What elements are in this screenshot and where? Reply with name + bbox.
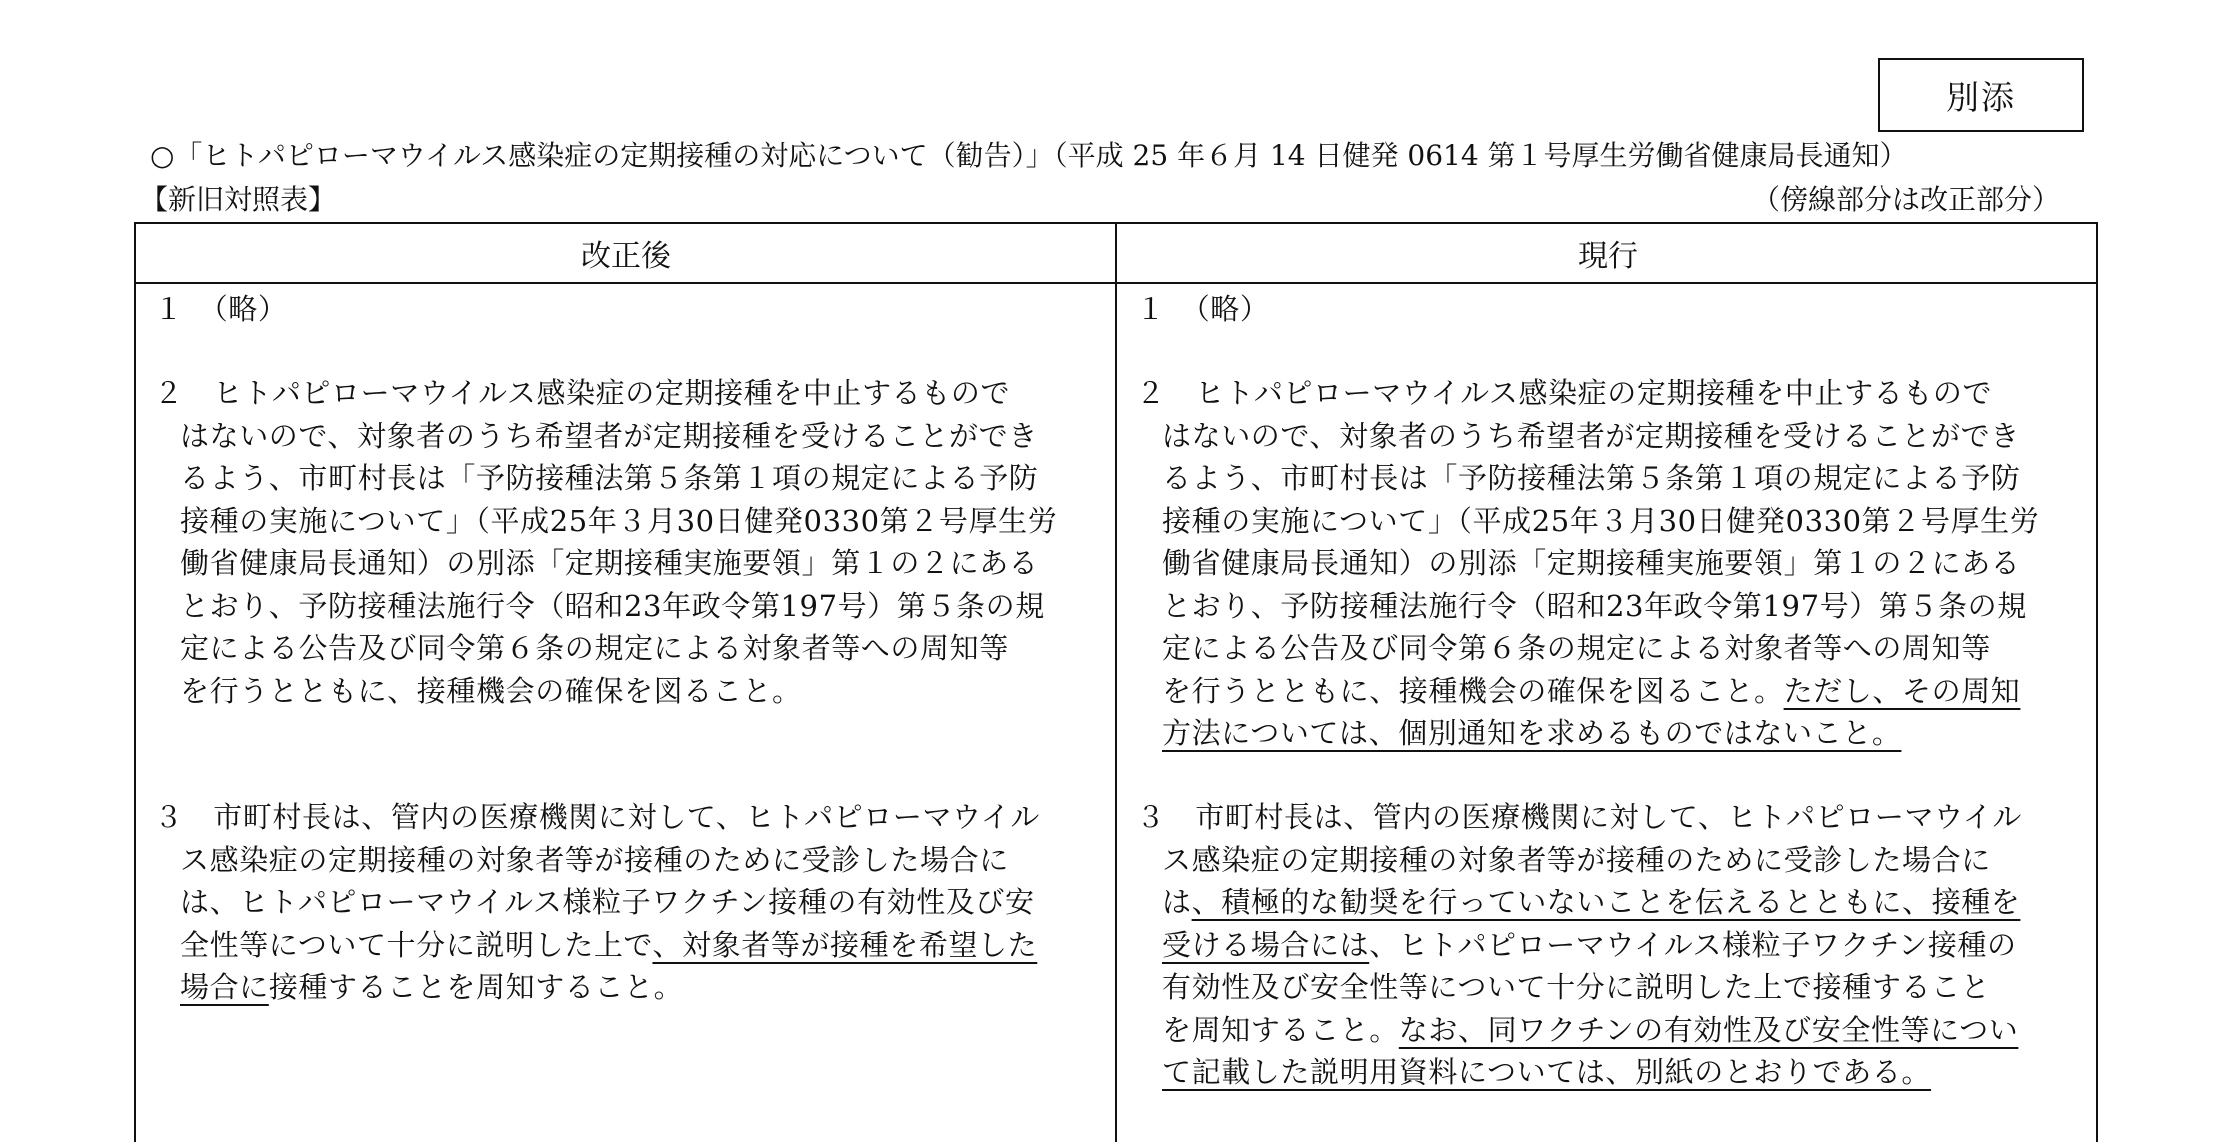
text-line xyxy=(1136,881,2022,924)
text-segment: 全性等について十分に説明した上で xyxy=(180,927,653,962)
text-segment: 働省健康局長通知）の別添「定期接種実施要領」第１の２にある xyxy=(180,546,1039,580)
text-segment: ス感染症の定期接種の対象者等が接種のために受診した場合に xyxy=(1162,842,1991,877)
text-segment: 定による公告及び同令第６条の規定による対象者等への周知等 xyxy=(180,631,1009,665)
text-segment: は、ヒトパピローマウイルス様粒子ワクチン接種の有効性及び安 xyxy=(180,885,1035,919)
comparison-table xyxy=(134,222,2098,1142)
text-segment: 接種の実施について」（平成25年３月30日健発0330第２号厚生労 xyxy=(1162,503,2040,538)
text-segment: を行うとともに、接種機会の確保を図ること。 xyxy=(180,673,802,708)
text-line xyxy=(154,457,1057,500)
text-segment: を行うとともに、接種機会の確保を図ること。 xyxy=(1162,673,1784,708)
amended-text: 場合に xyxy=(180,970,269,1004)
column-header-current: 現行 xyxy=(1578,239,1638,274)
text-line xyxy=(1136,1051,2022,1094)
text-segment: 定による公告及び同令第６条の規定による対象者等への周知等 xyxy=(1162,631,1991,665)
amended-text: 、対象者等が接種を希望した xyxy=(652,927,1038,962)
text-segment: 働省健康局長通知）の別添「定期接種実施要領」第１の２にある xyxy=(1162,546,2021,580)
text-line xyxy=(1136,670,2039,713)
text-line xyxy=(1136,924,2022,967)
text-segment: ２ ヒトパピローマウイルス感染症の定期接種を中止するもので xyxy=(154,376,1011,410)
table-caption: 【新旧対照表】 xyxy=(140,183,337,216)
current-item-3 xyxy=(1136,796,2022,1094)
text-segment: はないので、対象者のうち希望者が定期接種を受けることができ xyxy=(180,418,1038,453)
text-line xyxy=(1136,288,1270,331)
attachment-label: 別添 xyxy=(1878,58,2084,132)
revised-item-2 xyxy=(154,372,1057,712)
table-note: （傍線部分は改正部分） xyxy=(1751,183,2060,216)
text-segment: 、ヒトパピローマウイルス様粒子ワクチン接種の xyxy=(1369,927,2017,962)
current-item-2 xyxy=(1136,372,2039,755)
text-line xyxy=(1136,585,2039,628)
text-line xyxy=(154,924,1040,967)
text-segment: １ （略） xyxy=(154,292,288,326)
amended-text: 、積極的な勧奨を行っていないことを伝えるとともに、接種を xyxy=(1191,885,2021,919)
text-line xyxy=(154,627,1057,670)
text-line xyxy=(154,796,1040,839)
text-segment: を周知すること。 xyxy=(1162,1012,1399,1047)
text-segment: 有効性及び安全性等について十分に説明した上で接種すること xyxy=(1162,970,1991,1004)
text-line xyxy=(154,500,1057,543)
amended-text: て記載した説明用資料については、別紙のとおりである。 xyxy=(1162,1055,1932,1089)
text-line xyxy=(154,585,1057,628)
text-line xyxy=(1136,627,2039,670)
revised-item-3 xyxy=(154,796,1040,1009)
text-line xyxy=(154,542,1057,585)
text-line xyxy=(1136,712,2039,755)
text-line xyxy=(1136,839,2022,882)
column-divider xyxy=(1115,224,1117,1142)
amended-text: 方法については、個別通知を求めるものではないこと。 xyxy=(1162,716,1902,750)
text-segment: るよう、市町村長は「予防接種法第５条第１項の規定による予防 xyxy=(1162,461,2021,495)
amended-text: ただし、その周知 xyxy=(1783,673,2021,708)
text-segment: ２ ヒトパピローマウイルス感染症の定期接種を中止するもので xyxy=(1136,376,1993,410)
text-line xyxy=(154,839,1040,882)
text-segment: ス感染症の定期接種の対象者等が接種のために受診した場合に xyxy=(180,842,1009,877)
text-line xyxy=(154,966,1040,1009)
text-segment: は xyxy=(1162,885,1192,919)
text-segment: ３ 市町村長は、管内の医療機関に対して、ヒトパピローマウイル xyxy=(1136,800,2022,834)
amended-text: なお、同ワクチンの有効性及び安全性等につい xyxy=(1398,1012,2019,1047)
text-line xyxy=(154,288,288,331)
text-line xyxy=(154,372,1057,415)
text-line xyxy=(1136,415,2039,458)
amended-text: 受ける場合には xyxy=(1162,927,1370,962)
text-segment: とおり、予防接種法施行令（昭和23年政令第197号）第５条の規 xyxy=(180,588,1045,623)
text-line xyxy=(1136,457,2039,500)
text-line xyxy=(154,881,1040,924)
document-title: ○「ヒトパピローマウイルス感染症の定期接種の対応について（勧告）」（平成 25 年６月 14 日健発 0614 第１号厚生労働省健康局長通知） xyxy=(150,139,1908,172)
revised-item-1 xyxy=(154,288,288,331)
text-segment: ３ 市町村長は、管内の医療機関に対して、ヒトパピローマウイル xyxy=(154,800,1040,834)
text-line xyxy=(1136,372,2039,415)
column-header-revised: 改正後 xyxy=(581,239,671,274)
text-line xyxy=(1136,542,2039,585)
current-item-1 xyxy=(1136,288,1270,331)
text-line xyxy=(1136,1009,2022,1052)
text-segment: るよう、市町村長は「予防接種法第５条第１項の規定による予防 xyxy=(180,461,1039,495)
text-line xyxy=(1136,966,2022,1009)
text-line xyxy=(154,670,1057,713)
text-line xyxy=(154,415,1057,458)
text-segment: とおり、予防接種法施行令（昭和23年政令第197号）第５条の規 xyxy=(1162,588,2027,623)
text-segment: はないので、対象者のうち希望者が定期接種を受けることができ xyxy=(1162,418,2020,453)
text-segment: 接種することを周知すること。 xyxy=(268,970,684,1004)
text-segment: １ （略） xyxy=(1136,292,1270,326)
text-line xyxy=(1136,796,2022,839)
text-line xyxy=(1136,500,2039,543)
text-segment: 接種の実施について」（平成25年３月30日健発0330第２号厚生労 xyxy=(180,503,1058,538)
